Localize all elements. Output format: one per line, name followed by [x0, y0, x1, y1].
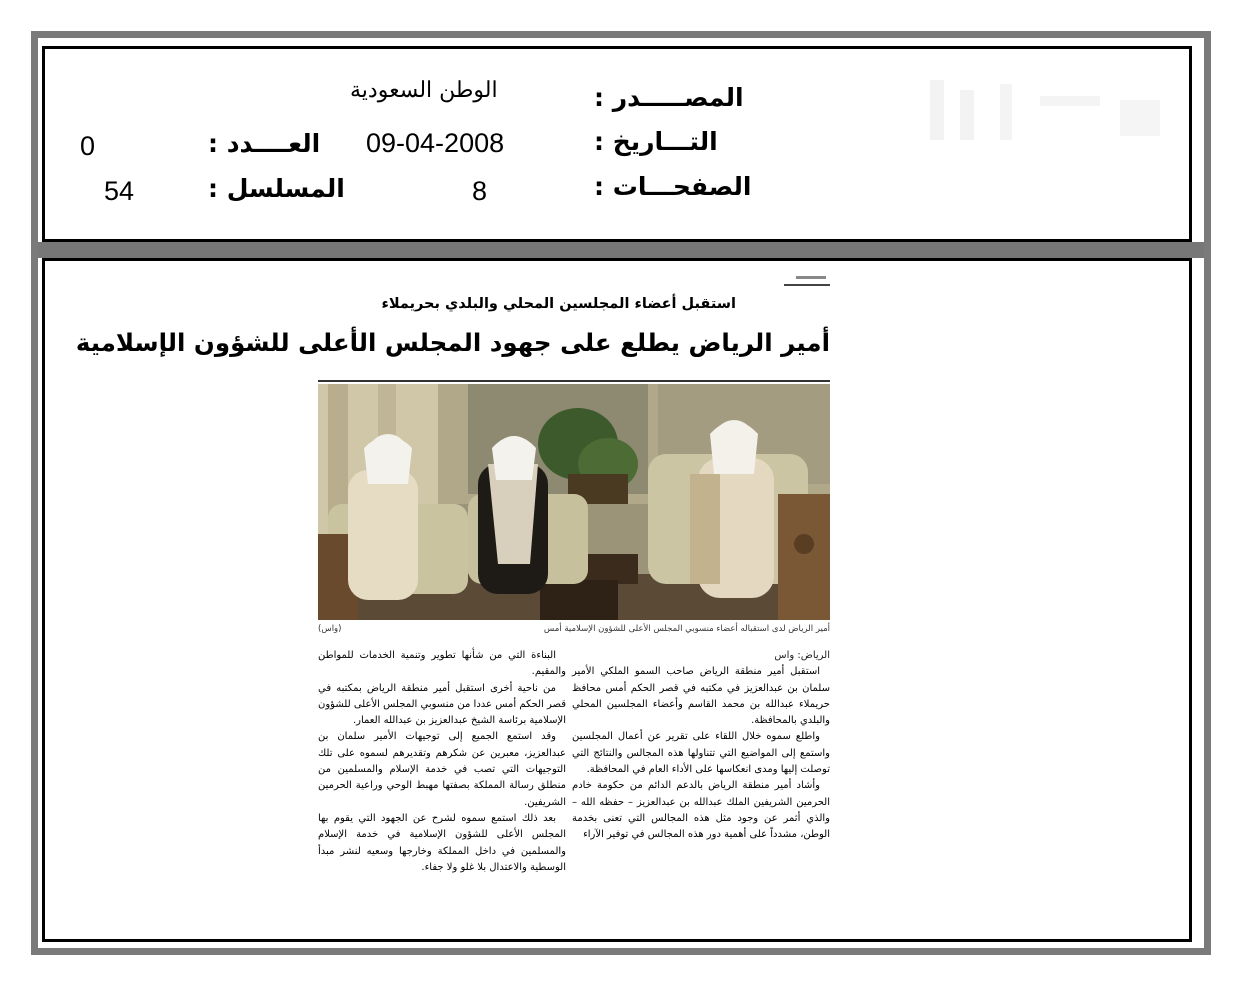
frame-separator [38, 242, 1204, 258]
article-photo [318, 384, 830, 620]
paragraph: وأشاد أمير منطقة الرياض بالدعم الدائم من حكومة خادم الحرمين الشريفين الملك عبدالله بن عبدالعزيز – حفظه الله – والذي أثمر عن وجود مثل هذه المجالس التي تعنى بخدمة الوطن، مشدداً على أهمية دور هذه المجالس في توفير الآراء [572, 780, 830, 841]
paragraph: بعد ذلك استمع سموه لشرح عن الجهود التي يقوم بها المجلس الأعلى للشؤون الإسلامية في خدمة الإسلام والمسلمين في داخل المملكة وخارجها وسعيه لنشر مبدأ الوسطية والاعتدال بلا غلو ولا جفاء. [318, 812, 566, 873]
photo-caption: أمير الرياض لدى استقباله أعضاء منسوبي المجلس الأعلى للشؤون الإسلامية أمس [543, 624, 830, 634]
pages-value: 8 [472, 176, 488, 206]
date-value: 09-04-2008 [366, 128, 505, 158]
paragraph: واطلع سموه خلال اللقاء على تقرير عن أعمال المجلسين واستمع إلى المواضيع التي تتناولها هذه المجالس والنتائج التي توصلت إليها ومدى انعكاسها على الأداء العام في المحافظة. [572, 731, 830, 776]
paragraph: استقبل أمير منطقة الرياض صاحب السمو الملكي الأمير سلمان بن عبدالعزيز في مكتبه في قصر الحكم أمس محافظ حريملاء عبدالله بن محمد القاسم وأعضاء المجلسين المحلي والبلدي بالمحافظة. [572, 666, 830, 727]
section-mark [796, 276, 826, 279]
source-value: الوطن السعودية [350, 78, 498, 103]
article-headline: أمير الرياض يطلع على جهود المجلس الأعلى للشؤون الإسلامية [75, 328, 830, 357]
serial-value: 54 [104, 176, 135, 206]
photo-caption-row [318, 624, 830, 640]
section-rule [784, 284, 830, 286]
issue-label: العــــدد : [208, 129, 321, 158]
paragraph: وقد استمع الجميع إلى توجيهات الأمير سلمان بن عبدالعزيز، معبرين عن شكرهم وتقديرهم لسموه على تلك التوجيهات التي تصب في خدمة الإسلام والمسلمين من منطلق رسالة المملكة بصفتها مهبط الوحي وراعية الحرمين الشريفين. [318, 731, 566, 808]
serial-label: المسلسل : [208, 174, 345, 203]
source-label: المصـــــدر : [594, 83, 744, 112]
pages-label: الصفحـــات : [594, 172, 752, 201]
issue-value: 0 [80, 131, 96, 161]
article-column-right [572, 648, 830, 844]
paragraph: من ناحية أخرى استقبل أمير منطقة الرياض بمكتبه في قصر الحكم أمس عددا من منسوبي المجلس الأعلى للشؤون الإسلامية برئاسة الشيخ عبدالعزيز بن عبدالله العمار. [318, 682, 566, 727]
paragraph: البناءة التي من شأنها تطوير وتنمية الخدمات للمواطن والمقيم. [318, 650, 566, 678]
watermark-logo [920, 70, 1180, 150]
photo-credit: (واس) [318, 624, 342, 634]
meeting-photo-illustration [318, 384, 830, 620]
headline-rule [318, 380, 830, 382]
article-subhead: استقبل أعضاء المجلسين المحلي والبلدي بحريملاء [381, 296, 736, 312]
article-dateline: الرياض: واس [774, 650, 830, 661]
date-label: التـــاريخ : [594, 127, 718, 156]
article-column-left [318, 648, 566, 876]
